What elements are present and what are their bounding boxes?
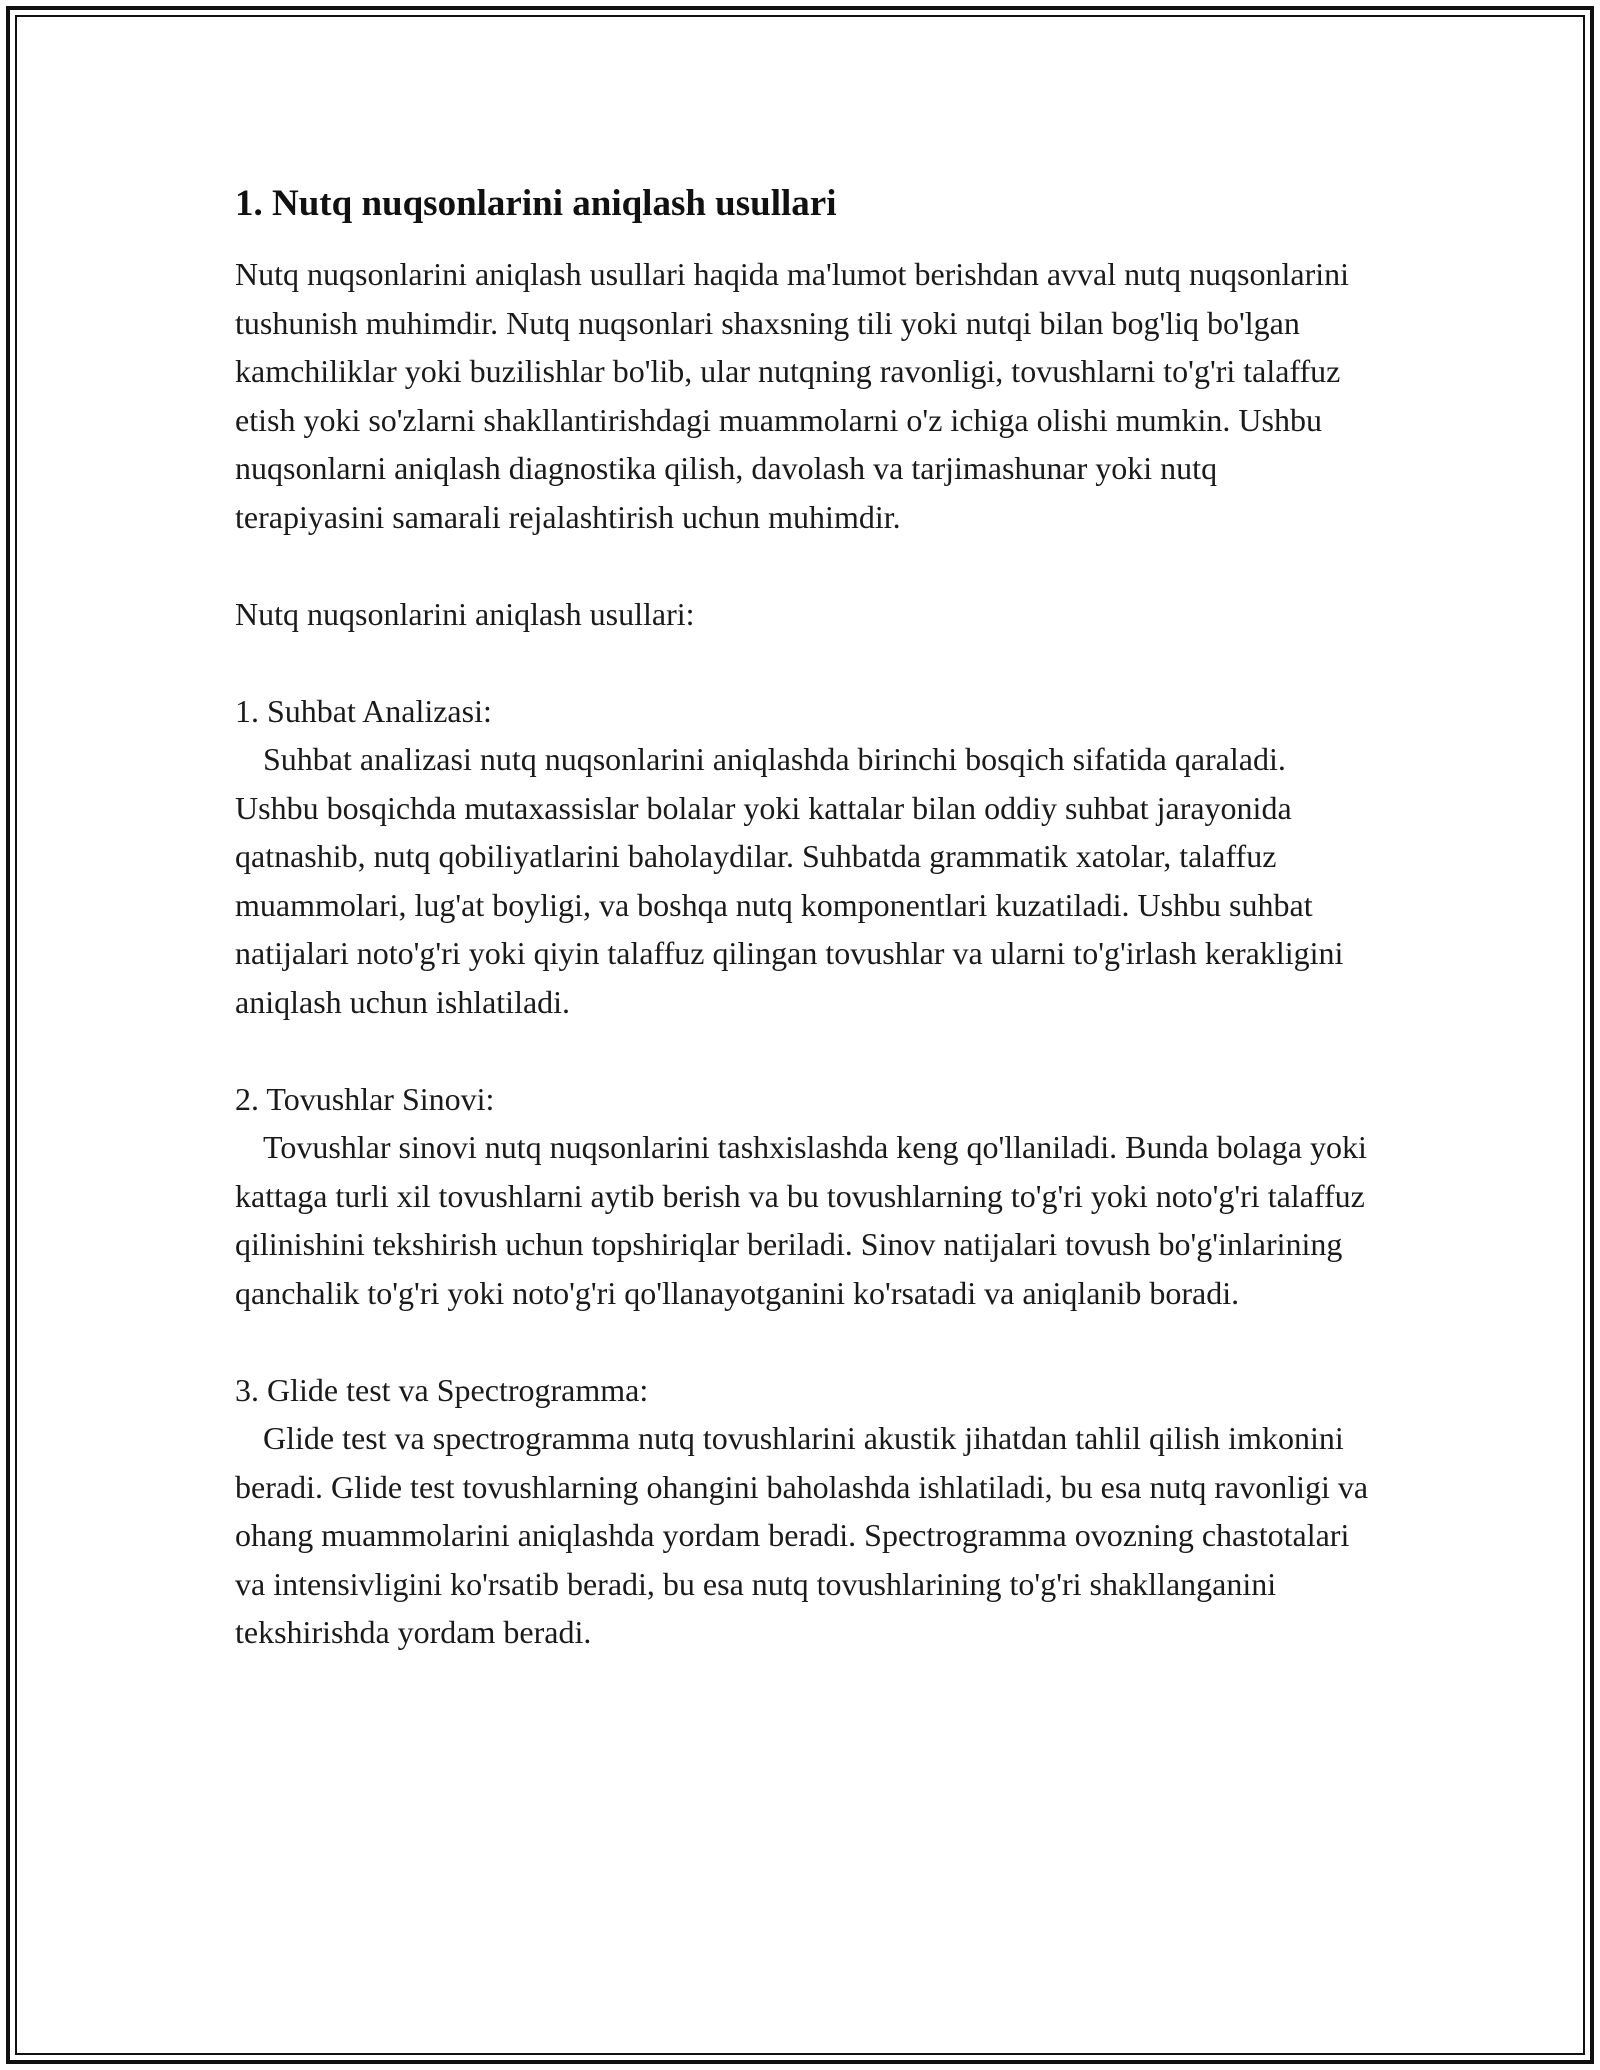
intro-paragraph: Nutq nuqsonlarini aniqlash usullari haqida ma'lumot berishdan avval nutq nuqsonlarini tushunish muhimdir. Nutq nuqsonlari shaxsning tili yoki nutqi bilan bog'liq bo'lgan kamchiliklar yoki buzilishlar bo'lib, ular nutqning ravonligi, tovushlarni to'g'ri talaffuz etish yoki so'zlarni shakllantirishdagi muammolarni o'z ichiga olishi mumkin. Ushbu nuqsonlarni aniqlash diagnostika qilish, davolash va tarjimashunar yoki nutq terapiyasini samarali rejalashtirish uchun muhimdir. <box>235 256 1350 535</box>
section-body: Suhbat analizasi nutq nuqsonlarini aniqlashda birinchi bosqich sifatida qaraladi. Ushbu bosqichda mutaxassislar bolalar yoki kattalar bilan oddiy suhbat jarayonida qatnashib, nutq qobiliyatlarini baholaydilar. Suhbatda grammatik xatolar, talaffuz muammolari, lug'at boyligi, va boshqa nutq komponentlari kuzatiladi. Ushbu suhbat natijalari noto'g'ri yoki qiyin talaffuz qilingan tovushlar va ularni to'g'irlash kerakligini aniqlash uchun ishlatiladi. <box>235 741 1344 1020</box>
section-body: Tovushlar sinovi nutq nuqsonlarini tashxislashda keng qo'llaniladi. Bunda bolaga yoki kattaga turli xil tovushlarni aytib berish va bu tovushlarning to'g'ri yoki noto'g'ri talaffuz qilinishini tekshirish uchun topshiriqlar beriladi. Sinov natijalari tovush bo'g'inlarining qanchalik to'g'ri yoki noto'g'ri qo'llanayotganini ko'rsatadi va aniqlanib boradi. <box>235 1129 1367 1311</box>
methods-intro: Nutq nuqsonlarini aniqlash usullari: <box>235 595 695 632</box>
section-tovushlar-sinovi <box>235 1075 1370 1318</box>
section-suhbat-analizasi <box>235 687 1370 1027</box>
paragraph-gap <box>235 541 1370 590</box>
section-glide-test <box>235 1366 1370 1657</box>
section-body: Glide test va spectrogramma nutq tovushlarini akustik jihatdan tahlil qilish imkonini beradi. Glide test tovushlarning ohangini baholashda ishlatiladi, bu esa nutq ravonligi va ohang muammolarini aniqlashda yordam beradi. Spectrogramma ovozning chastotalari va intensivligini ko'rsatib beradi, bu esa nutq tovushlarining to'g'ri shakllanganini tekshirishda yordam beradi. <box>235 1420 1369 1650</box>
section-title: 2. Tovushlar Sinovi: <box>235 1080 495 1117</box>
paragraph-gap <box>235 1317 1370 1366</box>
paragraph-gap <box>235 638 1370 687</box>
section-title: 1. Suhbat Analizasi: <box>235 692 492 729</box>
section-title: 3. Glide test va Spectrogramma: <box>235 1371 649 1408</box>
document-body <box>235 180 1370 1657</box>
document-heading: 1. Nutq nuqsonlarini aniqlash usullari <box>235 183 837 224</box>
paragraph-gap <box>235 1026 1370 1075</box>
